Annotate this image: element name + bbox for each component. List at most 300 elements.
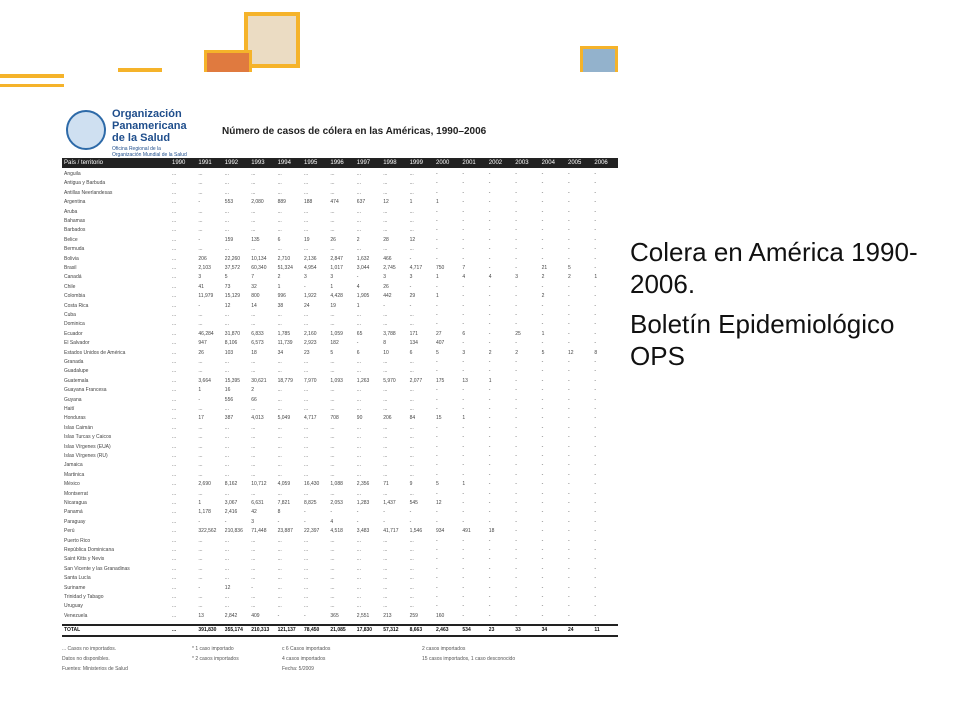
table-cell: ... [304,434,309,441]
table-cell: ... [172,406,177,412]
table-cell: ... [172,189,177,196]
table-cell: ... [277,565,282,572]
country-name: Trinidad y Tabago [64,594,104,600]
country-name: Costa Rica [64,302,89,309]
table-cell: ... [224,537,229,544]
table-cell: - [436,518,438,525]
table-cell: 3 [462,349,466,356]
table-cell: 13 [198,612,204,619]
table-cell: ... [277,189,282,196]
table-cell: ... [409,396,414,403]
table-note: 2 casos importados [422,646,466,652]
table-cell: ... [409,246,414,253]
table-cell: 2,551 [356,612,370,619]
table-cell: - [515,471,517,478]
table-cell: ... [409,387,414,394]
table-cell: - [515,556,517,563]
table-cell: ... [304,462,309,469]
table-cell: - [515,594,517,600]
table-cell: 750 [436,265,445,271]
table-cell: 22,260 [224,255,241,262]
table-cell: 24 [304,302,310,309]
table-cell: - [488,189,491,196]
table-cell: 3,664 [198,377,211,384]
table-cell: 934 [436,528,445,535]
table-row [62,584,618,592]
table-cell: ... [277,406,282,412]
table-cell: 1 [541,330,545,337]
table-cell: - [436,471,438,478]
table-cell: ... [304,565,309,572]
table-cell: ... [330,537,335,544]
table-cell: 10,134 [251,255,267,262]
country-name: Bermuda [64,246,85,253]
table-cell: - [568,594,570,600]
table-cell: ... [224,312,229,318]
table-cell: - [541,236,544,243]
table-cell: ... [277,171,282,177]
table-cell: - [462,565,465,572]
table-cell: - [488,509,491,516]
table-cell: 8 [383,340,386,347]
table-cell: - [568,255,570,262]
table-cell: - [515,227,517,234]
table-cell: - [462,283,465,290]
table-cell: ... [330,556,335,563]
table-cell: - [541,612,544,619]
table-cell: ... [330,312,335,318]
table-cell: 1,922 [304,293,317,300]
table-cell: 103 [224,349,234,356]
table-cell: ... [304,359,309,365]
table-cell: 21 [541,265,548,271]
table-row [62,367,618,375]
table-cell: - [594,199,597,206]
table-cell: 2,136 [304,255,317,262]
table-cell: ... [383,180,388,187]
table-cell: ... [330,603,335,610]
table-cell: ... [383,189,388,196]
table-cell: ... [277,594,282,600]
table-cell: ... [172,612,177,619]
table-row [62,414,618,422]
country-name: Cuba [64,312,76,318]
table-cell: ... [172,434,177,441]
table-cell: - [541,537,544,544]
table-cell: ... [251,575,256,582]
table-cell: - [515,547,517,553]
table-cell: - [541,387,544,394]
table-cell: ... [277,246,282,253]
table-cell: 42 [251,509,257,516]
table-cell: ... [172,603,177,610]
table-cell: ... [383,575,388,582]
table-cell: - [436,509,438,516]
table-cell: - [436,594,438,600]
table-note: ... Casos no importados. [62,646,117,652]
table-cell: ... [277,490,282,497]
total-cell: 534 [462,627,471,633]
table-cell: ... [172,218,177,224]
table-cell: - [462,359,465,365]
table-cell: - [541,180,544,187]
table-cell: ... [198,208,203,215]
table-cell: - [409,255,412,262]
table-cell: 10 [383,349,389,356]
table-cell: - [488,612,491,619]
table-cell: - [568,584,570,591]
table-cell: - [330,509,333,516]
table-row [62,358,618,366]
table-cell: 1,263 [356,377,370,384]
country-name: Colombia [64,293,86,300]
table-row [62,593,618,601]
table-cell: - [462,471,465,478]
table-cell: ... [304,424,309,431]
table-cell: 637 [356,199,366,206]
table-cell: 12 [568,349,574,356]
table-cell: - [515,321,517,328]
table-cell: 3 [515,274,518,281]
table-cell: 12 [383,199,389,206]
table-cell: ... [383,208,388,215]
table-cell: ... [409,208,414,215]
table-cell: 2,847 [330,255,343,262]
table-cell: - [568,218,570,224]
table-cell: - [515,340,517,347]
table-cell: - [594,246,597,253]
table-total-row [62,624,618,637]
table-cell: ... [356,453,361,459]
table-cell: 29 [409,293,416,300]
table-cell: ... [277,387,282,394]
table-cell: ... [356,180,361,187]
table-cell: - [488,227,491,234]
table-cell: - [541,462,544,469]
table-cell: ... [304,443,309,450]
table-cell: ... [224,594,229,600]
table-cell: ... [224,218,229,224]
caption-title: Colera en América 1990-2006. [630,237,918,299]
table-cell: - [541,218,544,224]
table-cell: - [488,556,491,563]
table-cell: - [594,415,597,422]
table-cell: ... [251,189,256,196]
table-cell: - [515,265,517,271]
table-cell: - [515,481,517,488]
table-cell: ... [277,180,282,187]
table-cell: ... [383,312,388,318]
table-cell: ... [224,575,229,582]
table-cell: - [436,603,438,610]
column-header-year: 1996 [330,160,344,166]
column-header-year: 2003 [515,160,529,166]
table-cell: ... [172,453,177,459]
table-cell: 84 [409,415,416,422]
country-name: Perú [64,528,75,535]
total-cell: 33 [515,627,521,633]
table-cell: - [356,518,359,525]
table-cell: 206 [383,415,392,422]
table-note: * 1 caso importado [192,646,234,652]
total-cell: 57,312 [383,627,399,633]
table-cell: ... [198,434,203,441]
table-cell: 66 [251,396,257,403]
table-cell: - [568,330,570,337]
table-cell: - [594,302,597,309]
table-cell: - [541,547,544,553]
table-cell: - [383,509,385,516]
table-cell: - [515,565,517,572]
table-row [62,264,618,272]
table-cell: ... [304,575,309,582]
table-cell: ... [409,443,414,450]
table-cell: ... [304,189,309,196]
table-cell: - [594,321,597,328]
table-cell: 11,739 [277,340,293,347]
country-name: Chile [64,283,76,290]
table-cell: 4,717 [409,265,423,271]
table-cell: ... [251,227,256,234]
table-cell: 1,093 [330,377,343,384]
document-title: Número de casos de cólera en las Américas, 1990–2006 [222,126,487,137]
table-cell: - [594,227,597,234]
table-cell: - [594,528,597,535]
table-cell: ... [383,565,388,572]
table-cell: - [436,180,438,187]
table-cell: 7,970 [304,377,317,384]
table-cell: - [568,387,570,394]
table-cell: - [436,218,438,224]
table-cell: 2,690 [198,481,211,488]
column-header-name: País / territorio [64,160,104,166]
table-cell: - [541,321,544,328]
table-cell: 210,836 [224,528,243,535]
table-cell: 18,779 [277,377,293,384]
table-cell: ... [172,236,177,243]
table-cell: 4,059 [277,481,291,488]
table-cell: - [462,368,465,375]
table-cell: 6,833 [251,330,264,337]
table-cell: - [568,199,570,206]
table-cell: - [488,340,491,347]
table-cell: ... [251,443,256,450]
table-cell: - [436,255,438,262]
table-cell: ... [198,537,203,544]
table-cell: 1,059 [330,330,343,337]
table-cell: 6,573 [251,340,264,347]
table-cell: ... [330,565,335,572]
table-cell: - [488,218,491,224]
table-cell: 1 [594,274,598,281]
table-cell: - [541,255,544,262]
table-cell: ... [383,218,388,224]
table-cell: 4,518 [330,528,343,535]
total-cell: 8,663 [409,627,423,633]
table-cell: - [436,434,438,441]
table-cell: ... [330,171,335,177]
table-cell: - [594,565,597,572]
scanned-document [62,96,622,684]
table-cell: - [488,518,491,525]
table-cell: - [462,302,465,309]
table-cell: - [356,340,359,347]
table-cell: ... [383,424,388,431]
table-cell: ... [251,312,256,318]
table-cell: - [541,302,544,309]
table-row [62,405,618,413]
table-cell: ... [251,208,256,215]
table-cell: - [594,180,597,187]
table-cell: 5 [436,481,439,488]
table-cell: 800 [251,293,260,300]
table-row [62,612,618,620]
column-header-year: 2000 [436,160,450,166]
table-cell: ... [251,603,256,610]
table-cell: ... [409,575,414,582]
table-cell: 213 [383,612,392,619]
table-cell: - [277,518,280,525]
table-cell: 38 [277,302,284,309]
table-cell: 12 [436,500,442,506]
table-cell: ... [409,471,414,478]
table-cell: ... [277,556,282,563]
country-name: El Salvador [64,340,90,347]
country-name: Martinica [64,471,85,478]
table-cell: ... [172,490,177,497]
table-cell: ... [172,283,177,290]
table-cell: 15,129 [224,293,241,300]
table-cell: - [436,537,438,544]
table-cell: ... [356,321,361,328]
table-row [62,602,618,610]
table-cell: 12 [409,236,416,243]
table-cell: ... [330,368,335,375]
table-cell: - [594,312,597,318]
column-header-year: 1999 [409,160,423,166]
table-cell: ... [172,415,177,422]
table-cell: - [515,518,517,525]
total-cell: 17,830 [356,627,373,633]
table-cell: 31,870 [224,330,241,337]
table-cell: ... [224,471,229,478]
table-cell: 26 [330,236,336,243]
table-cell: ... [251,321,256,328]
table-note: * 2 casos importados [192,656,239,662]
table-cell: - [541,227,544,234]
table-cell: ... [172,547,177,553]
table-cell: - [488,302,491,309]
table-cell: 2 [515,349,518,356]
table-cell: ... [356,189,361,196]
table-cell: - [594,424,597,431]
table-cell: - [462,406,465,412]
table-cell: - [568,321,570,328]
table-cell: - [515,509,517,516]
table-cell: - [515,180,517,187]
table-cell: 1 [330,283,334,290]
table-cell: ... [172,312,177,318]
table-cell: 947 [198,340,207,347]
table-row [62,226,618,234]
table-cell: ... [277,218,282,224]
table-cell: 409 [251,612,260,619]
country-name: Paraguay [64,518,86,525]
table-cell: 19 [304,236,310,243]
table-cell: 3,067 [224,500,238,506]
table-row [62,377,618,385]
table-cell: - [568,528,570,535]
table-cell: ... [172,443,177,450]
table-cell: ... [172,500,177,506]
table-cell: - [568,575,570,582]
table-cell: - [436,189,438,196]
table-cell: - [594,518,597,525]
table-cell: - [224,518,227,525]
table-cell: - [409,283,412,290]
table-cell: 5,970 [383,377,396,384]
table-cell: ... [277,575,282,582]
table-cell: - [488,283,491,290]
table-cell: ... [304,208,309,215]
table-cell: - [594,612,597,619]
table-cell: ... [172,255,177,262]
table-cell: - [462,255,465,262]
table-cell: ... [409,321,414,328]
total-cell: 391,830 [198,627,217,633]
table-cell: ... [224,406,229,412]
table-cell: - [488,255,491,262]
table-cell: - [568,377,570,384]
table-cell: ... [198,180,203,187]
table-cell: 6,631 [251,500,264,506]
table-cell: ... [277,424,282,431]
table-cell: ... [409,368,414,375]
table-cell: ... [172,368,177,375]
table-cell: - [541,377,544,384]
table-cell: ... [224,556,229,563]
table-cell: - [541,556,544,563]
table-cell: - [488,368,491,375]
table-cell: - [488,406,491,412]
decorative-line [0,74,64,78]
column-header-year: 1993 [251,160,265,166]
table-cell: - [568,406,570,412]
country-name: Uruguay [64,603,83,610]
table-cell: - [594,208,597,215]
table-cell: - [594,584,597,591]
table-cell: - [436,490,438,497]
table-cell: ... [330,424,335,431]
table-cell: ... [409,218,414,224]
table-cell: - [462,547,465,553]
table-cell: ... [224,246,229,253]
table-cell: - [541,396,544,403]
table-cell: - [568,208,570,215]
table-cell: - [568,283,570,290]
table-cell: - [462,575,465,582]
table-cell: ... [251,594,256,600]
table-cell: - [541,594,544,600]
table-cell: 2 [488,349,492,356]
table-cell: - [515,218,517,224]
table-cell: - [541,189,544,196]
table-cell: - [356,274,359,281]
table-cell: ... [356,387,361,394]
table-cell: ... [356,396,361,403]
table-row [62,461,618,469]
table-cell: 556 [224,396,234,403]
